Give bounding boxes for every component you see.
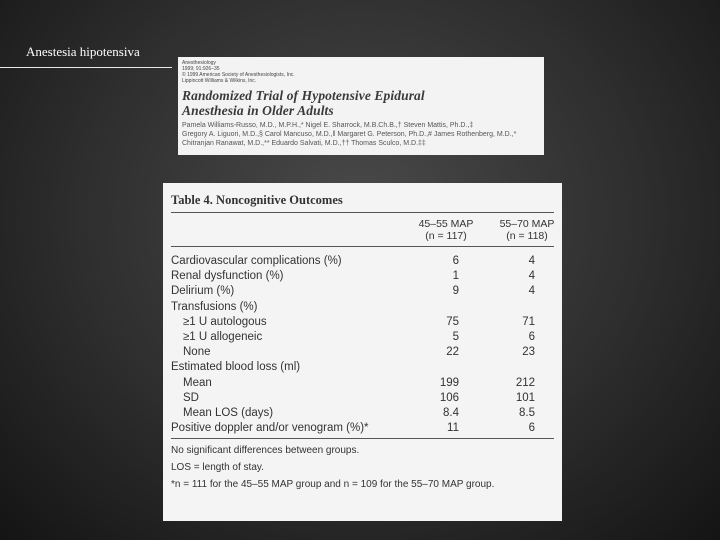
authors-line: Pamela Williams-Russo, M.D., M.P.H.,* Nigel E. Sharrock, M.B.Ch.B.,† Steven Mattis, Ph.D.,‡ [182,122,474,129]
row-label: Mean LOS (days) [183,406,274,419]
value-45-55: 8.4 [443,406,459,419]
value-45-55: 106 [439,391,459,404]
value-55-70: 212 [515,376,535,389]
row-label: SD [183,391,199,404]
table-row [171,345,554,360]
authors-line: Chitranjan Ranawat, M.D.,** Eduardo Salvati, M.D.,†† Thomas Sculco, M.D.‡‡ [182,140,426,147]
paper-title-line: Anesthesia in Older Adults [182,103,334,118]
value-45-55: 9 [452,285,459,298]
header-rule [171,246,554,247]
outcomes-table-image [163,183,562,521]
footnote: No significant differences between groups. [171,445,360,457]
value-55-70: 101 [515,391,535,404]
journal-line: © 1999 American Society of Anesthesiologists, Inc. [182,72,295,78]
table-row [171,315,554,330]
value-55-70: 6 [528,330,535,343]
row-label: ≥1 U allogeneic [183,330,263,343]
row-label: Transfusions (%) [171,300,258,313]
footnote: *n = 111 for the 45–55 MAP group and n = 109 for the 55–70 MAP group. [171,479,495,491]
value-55-70: 6 [528,422,535,435]
table-row [171,254,554,269]
row-label: Cardiovascular complications (%) [171,255,342,267]
paper-header-image [178,57,544,155]
journal-info [182,60,539,84]
column-header-line: 55–70 MAP [499,218,555,230]
row-label: Delirium (%) [171,285,235,298]
row-label: None [183,346,211,359]
table-title: Table 4. Noncognitive Outcomes [171,193,554,213]
value-45-55: 22 [446,346,459,359]
column-header-45-55 [407,218,485,242]
table-body [171,254,554,436]
paper-authors [182,121,539,148]
slide-title: Anestesia hipotensiva [26,44,140,59]
table-footnotes [171,442,554,493]
footer-rule [171,438,554,439]
value-45-55: 11 [447,422,459,435]
row-label: Mean [183,376,212,389]
table-row [171,376,554,391]
title-underline [0,67,172,68]
value-45-55: 199 [439,376,459,389]
value-55-70: 71 [522,315,535,328]
value-45-55: 5 [452,330,459,343]
table-row [171,269,554,284]
table-column-headers [171,216,554,246]
journal-line: Anesthesiology [182,60,216,66]
table-row [171,300,554,315]
value-45-55: 1 [452,270,459,283]
value-55-70: 4 [528,285,535,298]
row-label: Positive doppler and/or venogram (%)* [171,422,369,435]
row-label: Estimated blood loss (ml) [171,361,301,374]
column-header-line: (n = 118) [506,230,548,242]
paper-title [182,88,539,118]
journal-line: 1999; 91:926–35 [182,66,220,72]
column-header-line: 45–55 MAP [418,218,474,230]
row-label: ≥1 U autologous [183,315,267,328]
table-row [171,360,554,375]
authors-line: Gregory A. Liguori, M.D.,§ Carol Mancuso, M.D.,‖ Margaret G. Peterson, Ph.D.,# James Rothenberg, M.D.,* [182,131,517,138]
table-row [171,284,554,299]
column-header-line: (n = 117) [425,230,467,242]
paper-title-line: Randomized Trial of Hypotensive Epidural [182,88,425,103]
table-row [171,330,554,345]
table-row [171,391,554,406]
table-row [171,421,554,436]
row-label: Renal dysfunction (%) [171,270,284,283]
value-55-70: 8.5 [519,406,535,419]
column-header-55-70 [493,218,561,242]
value-55-70: 4 [528,270,535,283]
journal-line: Lippincott Williams & Wilkins, Inc. [182,78,257,84]
value-45-55: 75 [446,315,459,328]
value-55-70: 4 [528,255,535,267]
value-55-70: 23 [522,346,535,359]
value-45-55: 6 [452,255,459,267]
table-row [171,406,554,421]
footnote: LOS = length of stay. [171,462,264,474]
